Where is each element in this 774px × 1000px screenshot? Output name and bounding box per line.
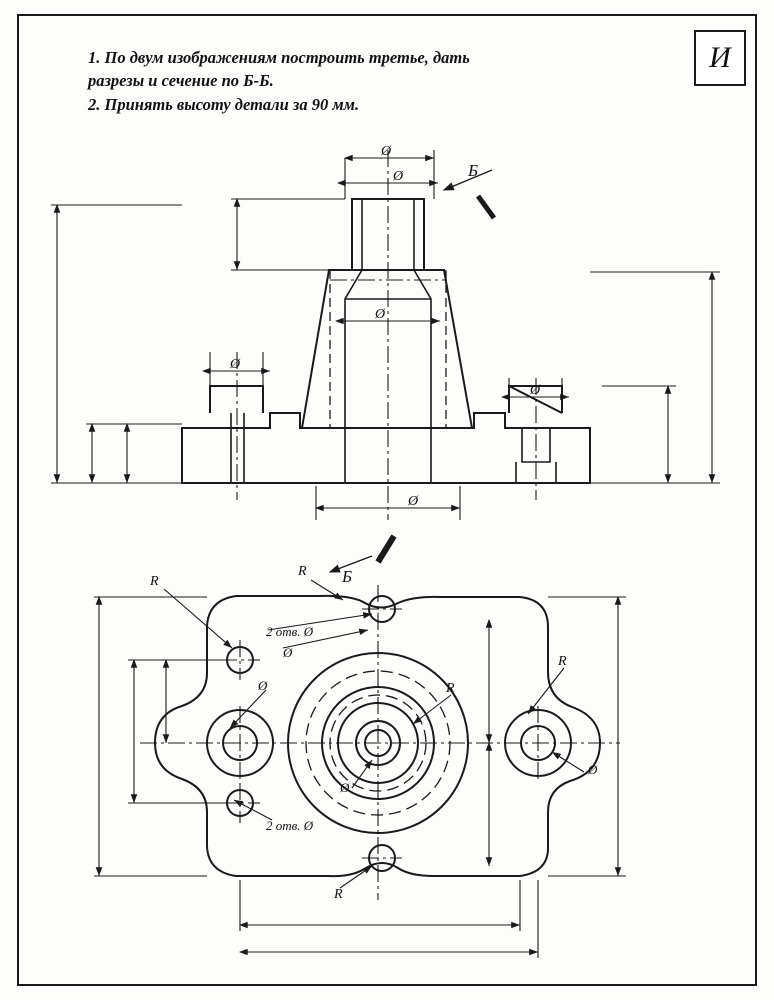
sheet-letter: И: [709, 41, 731, 74]
front-view-centerlines: [237, 150, 536, 520]
top-view-dimensions: [94, 580, 626, 958]
section-letter-b-top-label: Б: [468, 161, 479, 180]
dia-bore-middle-label: Ø: [375, 307, 386, 322]
dia-left-boss-label: Ø: [230, 357, 241, 372]
section-arrow-bottom: [330, 536, 394, 572]
radius-center-label: R: [446, 681, 455, 696]
radius-bottom-label: R: [334, 887, 343, 902]
dia-top-outer-label: Ø: [381, 144, 392, 159]
task-line-3: 2. Принять высоту детали за 90 мм.: [88, 94, 360, 114]
dia-right-boss-top-label: Ø: [588, 762, 598, 777]
radius-right-label: R: [558, 654, 567, 669]
dia-base-width-label: Ø: [408, 494, 419, 509]
task-line-2: разрезы и сечение по Б-Б.: [88, 71, 274, 91]
dia-under-two-holes-top-label: Ø: [283, 645, 293, 660]
dia-left-boss-top-label: Ø: [258, 678, 268, 693]
front-view-dimensions: [51, 150, 720, 520]
radius-upper-left-label: R: [150, 574, 159, 589]
dia-center-bore-label: Ø: [340, 780, 350, 795]
dia-right-boss-label: Ø: [530, 383, 541, 398]
task-line-1: 1. По двум изображениям построить третье, дать: [88, 48, 470, 67]
front-view-internal: [231, 199, 556, 483]
dia-two-holes-top-label: 2 отв. Ø: [266, 624, 314, 639]
section-letter-b-bottom-label: Б: [342, 567, 353, 586]
dia-top-inner-label: Ø: [393, 169, 404, 184]
radius-top-label: R: [298, 564, 307, 579]
dia-two-holes-bottom-label: 2 отв. Ø: [266, 818, 314, 833]
